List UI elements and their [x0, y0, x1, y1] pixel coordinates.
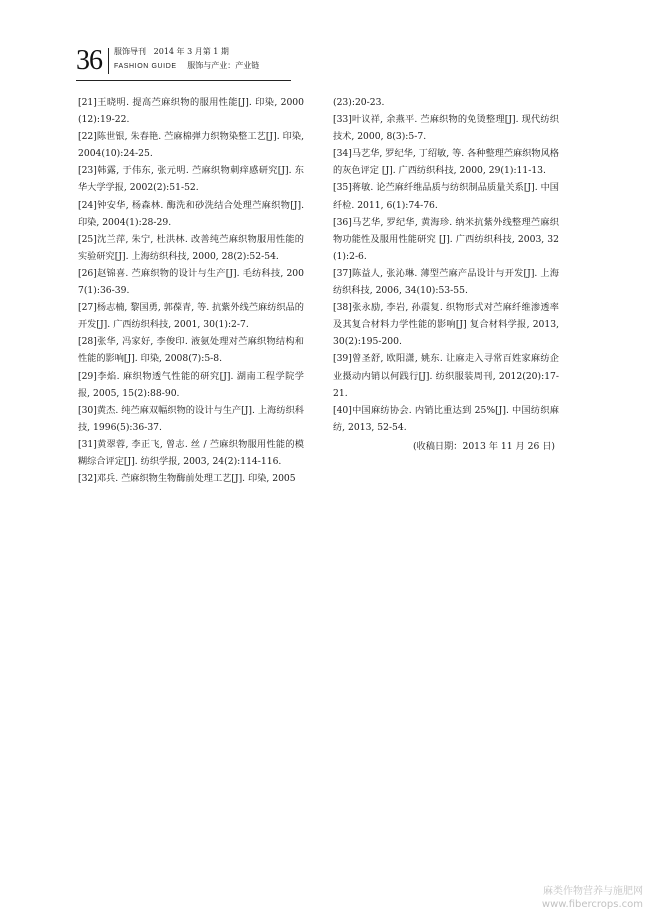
header-rule [76, 80, 291, 81]
section-title: 服饰与产业：产业链 [187, 61, 260, 70]
reference-item: [22]陈世银, 朱春艳. 苎麻棉弹力织物染整工艺[J]. 印染, 2004(10):24-25. [78, 131, 304, 160]
reference-item: [31]黄翠蓉, 李正飞, 曾志. 丝 / 苎麻织物服用性能的模糊综合评定[J]. 纺织学报, 2003, 24(2):114-116. [78, 438, 304, 467]
reference-item: [33]叶议祥, 余燕平. 苎麻织物的免烫整理[J]. 现代纺织技术, 2000, 8(3):5-7. [333, 114, 559, 143]
journal-title-en: FASHION GUIDE [114, 63, 177, 70]
reference-item: [28]张华, 冯家好, 李俊印. 液氨处理对苎麻织物结构和性能的影响[J]. 印染, 2008(7):5-8. [78, 336, 304, 365]
reference-item: [37]陈益人, 张沁琳. 薄型苎麻产品设计与开发[J]. 上海纺织科技, 2006, 34(10):53-55. [333, 267, 559, 297]
header-divider [108, 48, 109, 74]
watermark-site-name: 麻类作物营养与施肥网 [543, 886, 643, 897]
references-left-column [78, 94, 304, 487]
reference-item: [38]张永励, 李岩, 孙震复. 织物形式对苎麻纤维渗透率及其复合材料力学性能的影响[J] 复合材料学报, 2013, 30(2):195-200. [333, 302, 559, 348]
page-number: 36 [76, 45, 102, 76]
reference-item: [27]杨志楠, 黎国勇, 郭葆青, 等. 抗紫外线苎麻纺织品的开发[J]. 广西纺织科技, 2001, 30(1):2-7. [78, 302, 304, 331]
reference-item: [35]蒋敏. 论苎麻纤维品质与纺织制品质量关系[J]. 中国纤检. 2011, 6(1):74-76. [333, 182, 559, 211]
reference-item: [21]王晓明. 提高苎麻织物的服用性能[J]. 印染, 2000(12):19-22. [78, 97, 304, 126]
reference-item: (23):20-23. [333, 97, 385, 108]
reference-item: [39]曾圣舒, 欧阳潇, 姚东. 让麻走入寻常百姓家麻纺企业摄动内销以何践行[J]. 纺织服装周刊, 2012(20):17-21. [333, 353, 559, 399]
header-section-line [114, 61, 259, 72]
reference-item: [30]黄杰. 纯苎麻双幅织物的设计与生产[J]. 上海纺织科技, 1996(5):36-37. [78, 404, 304, 433]
reference-item: [26]赵锦喜. 苎麻织物的设计与生产[J]. 毛纺科技, 2007(1):36-39. [78, 267, 304, 297]
header-journal-line [114, 47, 229, 57]
reference-item: [24]钟安华, 杨森林. 酶洗和砂洗结合处理苎麻织物[J]. 印染, 2004(1):28-29. [78, 199, 304, 228]
reference-item: [23]韩露, 于伟东, 张元明. 苎麻织物刺痒感研究[J]. 东华大学学报, 2002(2):51-52. [78, 165, 304, 194]
received-date: (收稿日期：2013 年 11 月 26 日) [412, 440, 555, 452]
reference-item: [36]马艺华, 罗纪华, 黄海珍. 纳米抗紫外线整理苎麻织物功能性及服用性能研究 [J]. 广西纺织科技, 2003, 32(1):2-6. [333, 216, 559, 262]
references-right-column [333, 94, 559, 464]
reference-item: [29]李焰. 麻织物透气性能的研究[J]. 湖南工程学院学报, 2005, 15(2):88-90. [78, 370, 304, 399]
watermark-url: www.fibercrops.com [541, 899, 643, 910]
watermark [542, 885, 643, 911]
reference-item: [32]邓兵. 苎麻织物生物酶前处理工艺[J]. 印染, 2005 [78, 473, 296, 485]
reference-item: [34]马艺华, 罗纪华, 丁绍敏, 等. 各种整理苎麻织物风格的灰色评定 [J]. 广西纺织科技, 2000, 29(1):11-13. [333, 148, 559, 177]
reference-item: [25]沈兰萍, 朱宁, 杜洪林. 改善纯苎麻织物服用性能的实验研究[J]. 上海纺织科技, 2000, 28(2):52-54. [78, 233, 304, 262]
issue-info: 2014 年 3 月第 1 期 [153, 47, 229, 56]
page-header [76, 44, 296, 80]
journal-title-cn: 服饰导刊 [114, 47, 146, 56]
reference-item: [40]中国麻纺协会. 内销比重达到 25%[J]. 中国纺织麻纺, 2013, 52-54. [333, 404, 559, 433]
